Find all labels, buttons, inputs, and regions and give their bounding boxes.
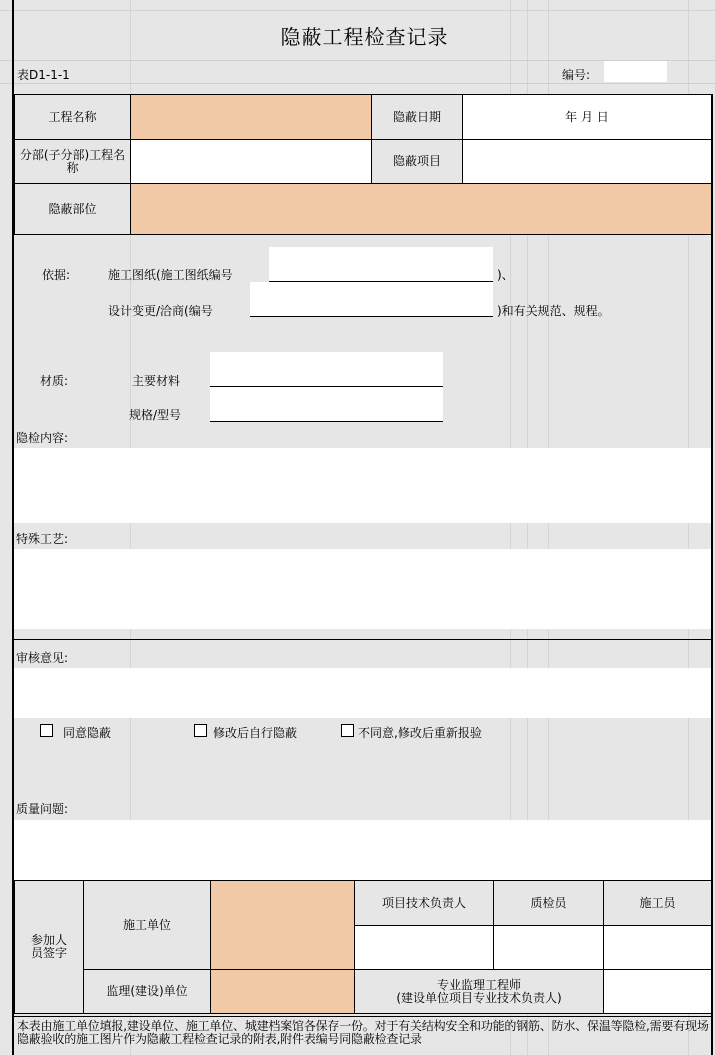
option-modify-label: 修改后自行隐蔽 [213,726,298,740]
qc-sign-field[interactable] [493,925,604,970]
page-title: 隐蔽工程检查记录 [280,24,449,49]
participants-label: 参加人员签字 [14,880,84,1014]
main-material-label: 主要材料 [132,374,181,388]
option-disagree-label: 不同意,修改后重新报验 [358,726,482,740]
sub-project-label: 分部(子分部)工程名称 [14,139,131,184]
number-label: 编号: [562,68,591,82]
conceal-item-field[interactable] [462,139,712,184]
tech-lead-label: 项目技术负责人 [354,880,494,926]
conceal-item-label: 隐蔽项目 [371,139,463,184]
qc-label: 质检员 [493,880,604,926]
special-process-label: 特殊工艺: [16,532,69,546]
option-modify-checkbox[interactable] [194,724,207,737]
construction-unit-label: 施工单位 [83,880,211,970]
project-name-field[interactable] [130,94,372,140]
conceal-date-label: 隐蔽日期 [371,94,463,140]
material-label: 材质: [40,374,69,388]
change-number-field[interactable] [250,282,493,316]
quality-issue-field[interactable] [14,820,712,880]
engineer-label-line2: (建设单位项目专业技术负责人) [396,990,562,1005]
basis-drawing-suffix: )、 [497,268,514,282]
inspection-content-field[interactable] [14,448,712,523]
worker-sign-field[interactable] [603,925,712,970]
basis-change-suffix: )和有关规范、规程。 [497,304,610,318]
construction-unit-field[interactable] [210,880,355,970]
engineer-sign-field[interactable] [603,969,712,1014]
conceal-part-label: 隐蔽部位 [14,183,131,235]
engineer-label-line1: 专业监理工程师 [436,977,521,992]
footer-note: 本表由施工单位填报,建设单位、施工单位、城建档案馆各保存一份。对于有关结构安全和功能的钢筋、防水、保温等隐检,需要有现场隐蔽验收的施工图片作为隐蔽工程检查记录的附表,附件表编号同隐蔽检查记录 [14,1016,712,1055]
special-process-field[interactable] [14,549,712,629]
basis-label: 依据: [42,268,71,282]
conceal-part-field[interactable] [130,183,712,235]
engineer-label [354,969,604,1014]
review-field[interactable] [14,668,712,718]
quality-issue-label: 质量问题: [16,802,69,816]
option-disagree-checkbox[interactable] [341,724,354,737]
number-field[interactable] [604,61,667,82]
conceal-date-field[interactable]: 年 月 日 [462,94,712,140]
form-code: 表D1-1-1 [17,68,70,82]
supervision-field[interactable] [210,969,355,1014]
tech-lead-sign-field[interactable] [354,925,494,970]
sub-project-field[interactable] [130,139,372,184]
supervision-label: 监理(建设)单位 [83,969,211,1014]
inspection-content-label: 隐检内容: [16,431,69,445]
option-agree-label: 同意隐蔽 [63,726,112,740]
spec-field[interactable] [210,387,443,421]
worker-label: 施工员 [603,880,712,926]
main-material-field[interactable] [210,352,443,386]
review-label: 审核意见: [16,651,69,665]
spec-label: 规格/型号 [129,408,182,422]
basis-drawing-text: 施工图纸(施工图纸编号 [108,268,233,282]
basis-change-text: 设计变更/洽商(编号 [108,304,213,318]
drawing-number-field[interactable] [269,247,493,281]
option-agree-checkbox[interactable] [40,724,53,737]
project-name-label: 工程名称 [14,94,131,140]
